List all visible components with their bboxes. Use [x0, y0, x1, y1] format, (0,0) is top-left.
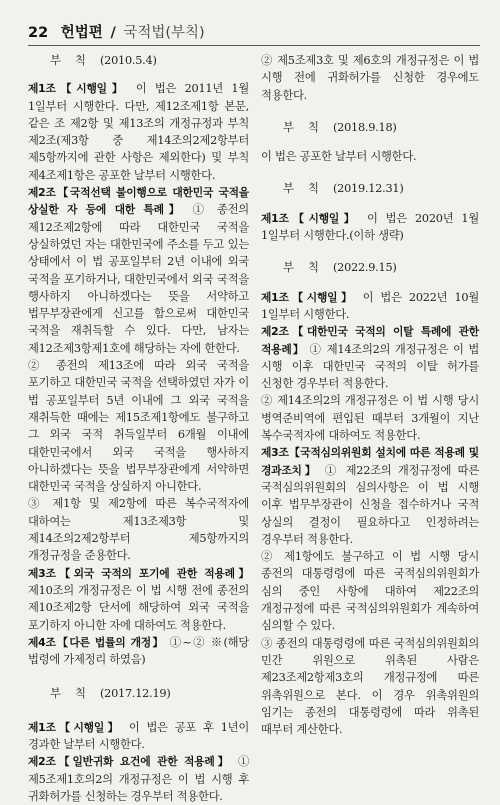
article-text: ① 제22조의 개정규정에 따른 국적심의위원회의 심의사항은 이 법 시행 이후 법무부장관이 신청을 접수하거나 국적 상실의 결정이 필요하다고 인정하려는 경우부터 적용한다. ② 제1항에도 불구하고 이 법 시행 당시 종전의 대통령령에 따른 국적심의위원회가 심의 중인 사항에 대하여 제22조의 개정규정에 따른 국적심의위원회가 계속하여 심의할 수 있다. ③ 종전의 대통령령에 따른 국적심의위원회의 민간 위원으로 위촉된 사람은 제23조제2항제3호의 개정규정에 따른 위촉위원으로 본다. 이 경우 위촉위원의 임기는 종전의 대통령령에 따라 위촉된 때부터 계산한다. [261, 463, 480, 737]
article-text: ① 제5조제1호의2의 개정규정은 이 법 시행 후 귀화허가를 신청하는 경우부터 적용한다. [28, 755, 249, 803]
article-paragraph [28, 565, 249, 634]
addendum-word: 칙 [75, 54, 86, 67]
left-column [28, 52, 249, 805]
article-label: 제2조【일반귀화 요건에 관한 적용례】 [28, 755, 232, 769]
article-label: 제2조【국적선택 불이행으로 대한민국 국적을 상실한 자 등에 대한 특례】 [28, 186, 249, 217]
article-text: 이 법은 2022년 10월 1일부터 시행한다. [261, 290, 479, 321]
header-rule [28, 45, 480, 46]
spacer [28, 668, 249, 685]
running-header [28, 21, 478, 43]
addendum-date: (2010.5.4) [100, 54, 157, 67]
article-paragraph [28, 184, 249, 565]
addendum-date: (2018.9.18) [333, 120, 397, 134]
article-text: 이 법은 공포한 날부터 시행한다. [261, 150, 417, 164]
addendum-word: 부 [283, 182, 294, 196]
addendum-heading [261, 259, 479, 276]
article-paragraph [28, 753, 249, 805]
article-paragraph [28, 719, 249, 754]
addendum-word: 칙 [308, 182, 319, 196]
addendum-word: 부 [50, 687, 61, 701]
article-paragraph [261, 323, 479, 444]
addendum-heading [261, 180, 479, 197]
spacer [261, 136, 479, 148]
article-paragraph [28, 80, 249, 184]
article-text: ① 제14조의2의 개정규정은 이 법 시행 이후 대한민국 국적의 이탈 허가를 신청한 경우부터 적용한다. ② 제14조의2의 개정규정은 이 법 시행 당시 병역준비역에 편입된 때부터 3개월이 지난 복수국적자에 대하여도 적용한다. [261, 342, 480, 443]
article-paragraph [28, 634, 249, 669]
article-label: 제4조【다른 법률의 개정】 [28, 635, 165, 649]
right-column [261, 52, 479, 738]
article-text: 이 법은 공포 후 1년이 경과한 날부터 시행한다. [28, 720, 249, 751]
addendum-heading [261, 119, 479, 136]
article-text: 이 법은 2011년 1월 1일부터 시행한다. 다만, 제12조제1항 본문, 같은 조 제2항 및 제13조의 개정규정과 부칙 제2조(제3항 중 제14조의2제2항부터 제5항까지에 관한 사항은 제외한다) 및 부칙 제4조제1항은 공포한 날부터 시행한다. [28, 82, 249, 182]
article-text: ①~② ※(해당 법령에 가제정리 하였음) [28, 635, 249, 667]
spacer [28, 69, 249, 80]
article-text: 제10조의 개정규정은 이 법 시행 전에 종전의 제10조제2항 단서에 해당하여 외국 국적을 포기하지 아니한 자에 대하여도 적용한다. [28, 583, 249, 632]
header-separator: / [110, 25, 116, 41]
article-label: 제1조【시행일】 [28, 720, 122, 734]
article-label: 제1조【시행일】 [28, 82, 128, 96]
addendum-heading [28, 52, 249, 69]
article-paragraph [261, 148, 479, 165]
article-text: ② 제5조제3호 및 제6호의 개정규정은 이 법 시행 전에 귀화허가를 신청한 경우에도 적용한다. [261, 54, 479, 102]
addendum-word: 부 [50, 54, 61, 67]
addendum-date: (2022.9.15) [333, 261, 397, 275]
article-label: 제1조【시행일】 [261, 211, 359, 225]
addendum-word: 칙 [308, 261, 319, 275]
article-paragraph [261, 210, 479, 245]
article-paragraph [261, 52, 479, 104]
spacer [261, 165, 479, 180]
spacer [28, 703, 249, 719]
addendum-word: 부 [283, 120, 294, 134]
addendum-date: (2019.12.31) [333, 182, 404, 196]
spacer [261, 198, 479, 210]
book-title: 헌법편 [60, 25, 103, 41]
spacer [261, 277, 479, 289]
article-label: 제3조【외국 국적의 포기에 관한 적용례】 [28, 566, 249, 580]
spacer [261, 104, 479, 119]
article-label: 제1조【시행일】 [261, 290, 356, 304]
article-label: 제3조【국적심의위원회 설치에 따른 적용례 및 경과조치】 [261, 446, 479, 477]
addendum-word: 칙 [75, 687, 86, 701]
article-paragraph [261, 289, 479, 324]
page-number: 22 [28, 25, 49, 41]
addendum-word: 부 [283, 261, 294, 275]
addendum-word: 칙 [308, 120, 319, 134]
law-title: 국적법(부칙) [123, 25, 205, 41]
article-label: 제2조【대한민국 국적의 이탈 특례에 관한 적용례】 [261, 325, 479, 356]
addendum-heading [28, 685, 249, 702]
article-text: ① 종전의 제12조제2항에 따라 대한민국 국적을 상실하였던 자는 대한민국에 주소를 두고 있는 상태에서 이 법 공포일부터 2년 이내에 외국 국적을 포기하거나, 대한민국에서 외국 국적을 행사하지 아니하겠다는 뜻을 서약하고 법무부장관에게 신고를 함으로써 대한민국 국적을 재취득할 수 있다. 다만, 남자는 제12조제3항제1호에 해당하는 자에 한한다. ② 종전의 제13조에 따라 외국 국적을 포기하고 대한민국 국적을 선택하였던 자가 이 법 공포일부터 5년 이내에 그 외국 국적을 재취득한 때에는 제15조제1항에도 불구하고 그 외국 국적 취득일부터 6개월 이내에 대한민국에서 외국 국적을 행사하지 아니하겠다는 뜻을 법무부장관에게 서약하면 대한민국 국적을 상실하지 아니한다. ③ 제1항 및 제2항에 따른 복수국적자에 대하여는 제13조제3항 및 제14조의2제2항부터 제5항까지의 개정규정을 준용한다. [28, 203, 249, 563]
article-text: 이 법은 2020년 1월 1일부터 시행한다.(이하 생략) [261, 211, 479, 243]
addendum-date: (2017.12.19) [100, 687, 171, 701]
article-paragraph [261, 444, 479, 738]
spacer [261, 244, 479, 259]
